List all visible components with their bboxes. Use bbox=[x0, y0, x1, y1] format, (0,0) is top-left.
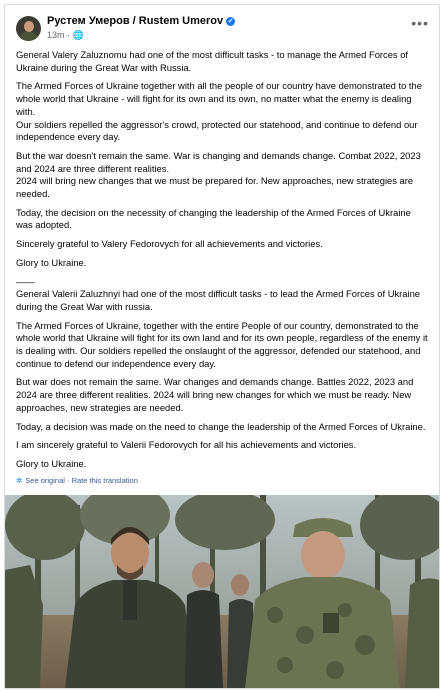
paragraph: Glory to Ukraine. bbox=[16, 256, 87, 268]
paragraph: Sincerely grateful to Valery Fedorovych for all achievements and victories. bbox=[16, 238, 323, 250]
facebook-post bbox=[4, 4, 440, 689]
paragraph: The Armed Forces of Ukraine, together with the entire People of our country, demonstrated to the whole world that Ukraine will fight for its own land and for its own people, regardless of the enemy it is dealing with. Our soldiers repelled the onslaught of the aggressor, defended our statehood, and continue to defend our independence every day. bbox=[16, 319, 428, 369]
author-name-row bbox=[47, 15, 235, 27]
soldier-right bbox=[405, 578, 439, 688]
author-name[interactable]: Рустем Умеров / Rustem Umerov bbox=[47, 15, 224, 27]
paragraph: Glory to Ukraine. bbox=[16, 457, 87, 469]
paragraph: I am sincerely grateful to Valerii Fedorovych for all his achievements and victories. bbox=[16, 439, 357, 451]
paragraph: The Armed Forces of Ukraine together with all the people of our country have demonstrated to the whole world that Ukraine - will fight for its own and its own, no matter what the enemy is dealing with. Our soldiers repelled the aggressor's crowd, protected our statehood, and continue to defend our independence every day. bbox=[16, 80, 422, 143]
more-options-icon[interactable]: ••• bbox=[411, 15, 429, 31]
paragraph: Today, a decision was made on the need to change the leadership of the Armed Forces of Ukraine. bbox=[16, 420, 426, 432]
dot-separator: · bbox=[67, 30, 73, 40]
see-original-link[interactable]: See original bbox=[25, 476, 65, 485]
rate-translation-link[interactable]: Rate this translation bbox=[71, 476, 138, 485]
section-separator: —— bbox=[16, 275, 35, 287]
paragraph: General Valerii Zaluzhnyi had one of the most difficult tasks - to lead the Armed Forces of Ukraine during the Great War with russia. bbox=[16, 288, 421, 312]
paragraph: General Valery Zaluznomu had one of the most difficult tasks - to manage the Armed Forces of Ukraine during the Great War with Russia. bbox=[16, 49, 409, 73]
post-photo[interactable] bbox=[5, 495, 439, 688]
author-avatar[interactable] bbox=[16, 16, 41, 41]
globe-icon: 🌐 bbox=[72, 30, 84, 40]
translation-separator: · bbox=[64, 476, 72, 485]
post-time[interactable]: 13m bbox=[47, 30, 65, 40]
translate-gear-icon[interactable]: ✲ bbox=[16, 476, 23, 485]
paragraph: But war does not remain the same. War changes and demands change. Battles 2022, 2023 and 2024 are three different realities. 2024 will bring new changes for which we must be ready. New approaches, new strategies are needed. bbox=[16, 376, 414, 413]
photo-illustration bbox=[5, 495, 439, 688]
verified-badge-icon: ✓ bbox=[227, 18, 234, 25]
post-text bbox=[16, 49, 428, 477]
paragraph: Today, the decision on the necessity of changing the leadership of the Armed Forces of Ukraine was adopted. bbox=[16, 206, 411, 231]
paragraph: But the war doesn't remain the same. War is changing and demands change. Combat 2022, 2023 and 2024 are three different realities. 2024 will bring new changes that we must be prepared for. New approaches, new strategies are needed. bbox=[16, 149, 421, 200]
avatar-face bbox=[24, 21, 34, 32]
translation-bar bbox=[16, 476, 138, 485]
post-header bbox=[5, 5, 439, 45]
avatar-body bbox=[19, 32, 38, 41]
post-meta bbox=[47, 30, 84, 41]
